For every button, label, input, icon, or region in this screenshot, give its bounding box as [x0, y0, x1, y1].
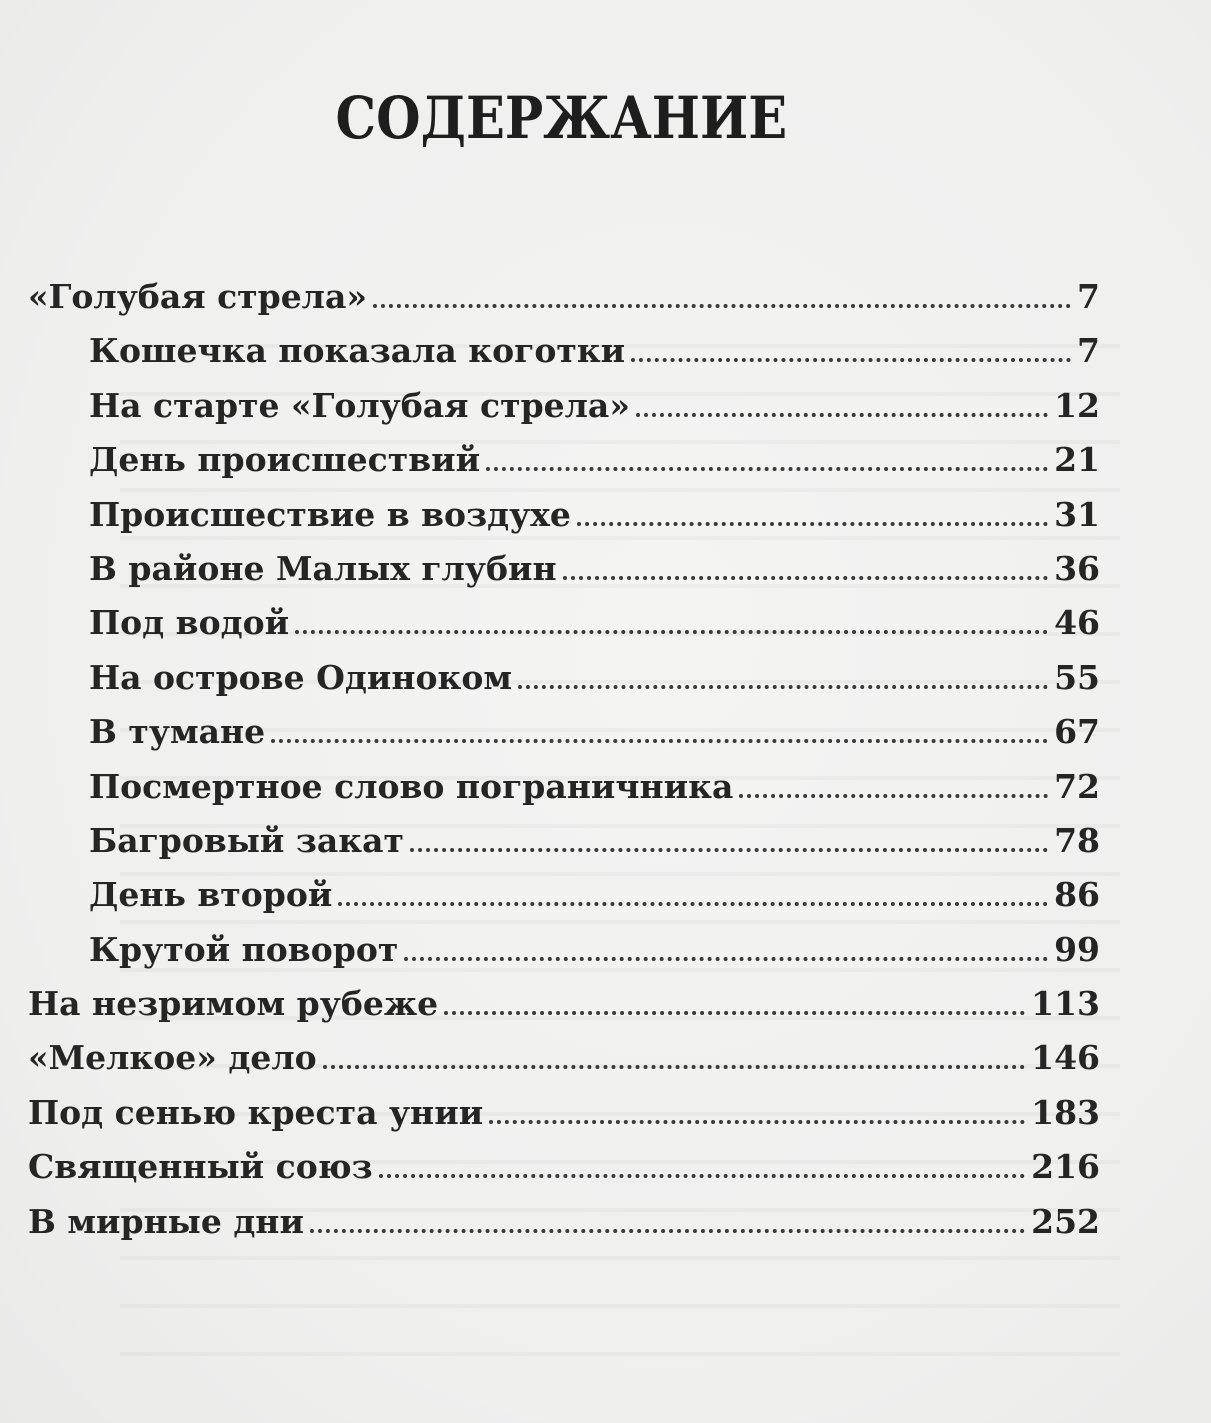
toc-entry-page: 216	[1031, 1147, 1100, 1187]
toc-entry-title: День происшествий	[89, 440, 481, 480]
dot-leader	[404, 947, 1048, 961]
dot-leader	[410, 838, 1048, 852]
toc-subentry	[28, 324, 1100, 378]
toc-entry-title: На острове Одиноком	[89, 657, 512, 697]
toc-entry-title: На незримом рубеже	[28, 984, 439, 1024]
toc-entry-page: 36	[1054, 548, 1100, 588]
table-of-contents	[28, 270, 1100, 1249]
toc-subentry	[28, 596, 1100, 650]
toc-entry-title: В мирные дни	[28, 1201, 304, 1241]
dot-leader	[563, 566, 1048, 580]
toc-subentry	[28, 488, 1100, 542]
toc-subentry	[28, 542, 1100, 596]
toc-subentry	[28, 868, 1100, 922]
toc-entry-title: Посмертное слово пограничника	[89, 766, 734, 806]
dot-leader	[518, 675, 1048, 689]
toc-entry	[28, 1195, 1100, 1249]
toc-subentry	[28, 433, 1100, 487]
toc-entry	[28, 270, 1100, 324]
toc-entry-title: Происшествие в воздухе	[89, 494, 571, 534]
page-title: СОДЕРЖАНИЕ	[335, 84, 788, 152]
toc-entry-page: 146	[1031, 1038, 1100, 1078]
toc-subentry	[28, 379, 1100, 433]
dot-leader	[739, 784, 1048, 798]
dot-leader	[373, 294, 1071, 308]
dot-leader	[338, 892, 1048, 906]
toc-entry-title: Багровый закат	[89, 820, 404, 860]
toc-entry-page: 7	[1077, 331, 1100, 371]
toc-subentry	[28, 760, 1100, 814]
toc-entry-page: 21	[1054, 440, 1100, 480]
toc-entry-page: 7	[1077, 277, 1100, 316]
toc-entry-title: Священный союз	[28, 1147, 373, 1187]
toc-entry-page: 12	[1054, 385, 1100, 425]
toc-subentry	[28, 814, 1100, 868]
dot-leader	[295, 620, 1048, 634]
toc-entry-title: Крутой поворот	[89, 929, 399, 969]
toc-entry-page: 86	[1054, 875, 1100, 915]
dot-leader	[444, 1001, 1025, 1015]
toc-entry-title: «Голубая стрела»	[28, 277, 367, 316]
toc-entry-page: 31	[1054, 494, 1100, 534]
toc-entry-page: 67	[1054, 712, 1100, 752]
toc-entry-page: 78	[1054, 820, 1100, 860]
toc-entry-page: 55	[1054, 657, 1100, 697]
toc-entry-title: Под сенью креста унии	[28, 1092, 484, 1132]
dot-leader	[489, 1110, 1025, 1124]
toc-entry-title: На старте «Голубая стрела»	[89, 385, 630, 425]
toc-entry	[28, 1031, 1100, 1085]
toc-entry-page: 72	[1054, 766, 1100, 806]
toc-entry-title: Кошечка показала коготки	[89, 331, 626, 371]
dot-leader	[310, 1219, 1025, 1233]
toc-entry-title: В районе Малых глубин	[89, 548, 557, 588]
dot-leader	[486, 457, 1048, 471]
toc-entry-page: 99	[1054, 929, 1100, 969]
toc-entry	[28, 977, 1100, 1031]
dot-leader	[636, 403, 1048, 417]
dot-leader	[323, 1055, 1025, 1069]
toc-entry	[28, 1140, 1100, 1194]
toc-subentry	[28, 705, 1100, 759]
toc-entry-page: 46	[1054, 603, 1100, 643]
dot-leader	[379, 1164, 1025, 1178]
toc-entry-page: 113	[1031, 984, 1100, 1024]
toc-entry-title: «Мелкое» дело	[28, 1038, 317, 1078]
toc-entry-page: 183	[1031, 1092, 1100, 1132]
dot-leader	[631, 348, 1071, 362]
toc-entry-title: Под водой	[89, 603, 290, 643]
toc-entry-title: День второй	[89, 875, 333, 915]
toc-subentry	[28, 651, 1100, 705]
toc-entry-title: В тумане	[89, 712, 266, 752]
toc-subentry	[28, 923, 1100, 977]
toc-entry-page: 252	[1031, 1201, 1100, 1241]
dot-leader	[271, 729, 1048, 743]
toc-entry	[28, 1086, 1100, 1140]
dot-leader	[577, 512, 1048, 526]
